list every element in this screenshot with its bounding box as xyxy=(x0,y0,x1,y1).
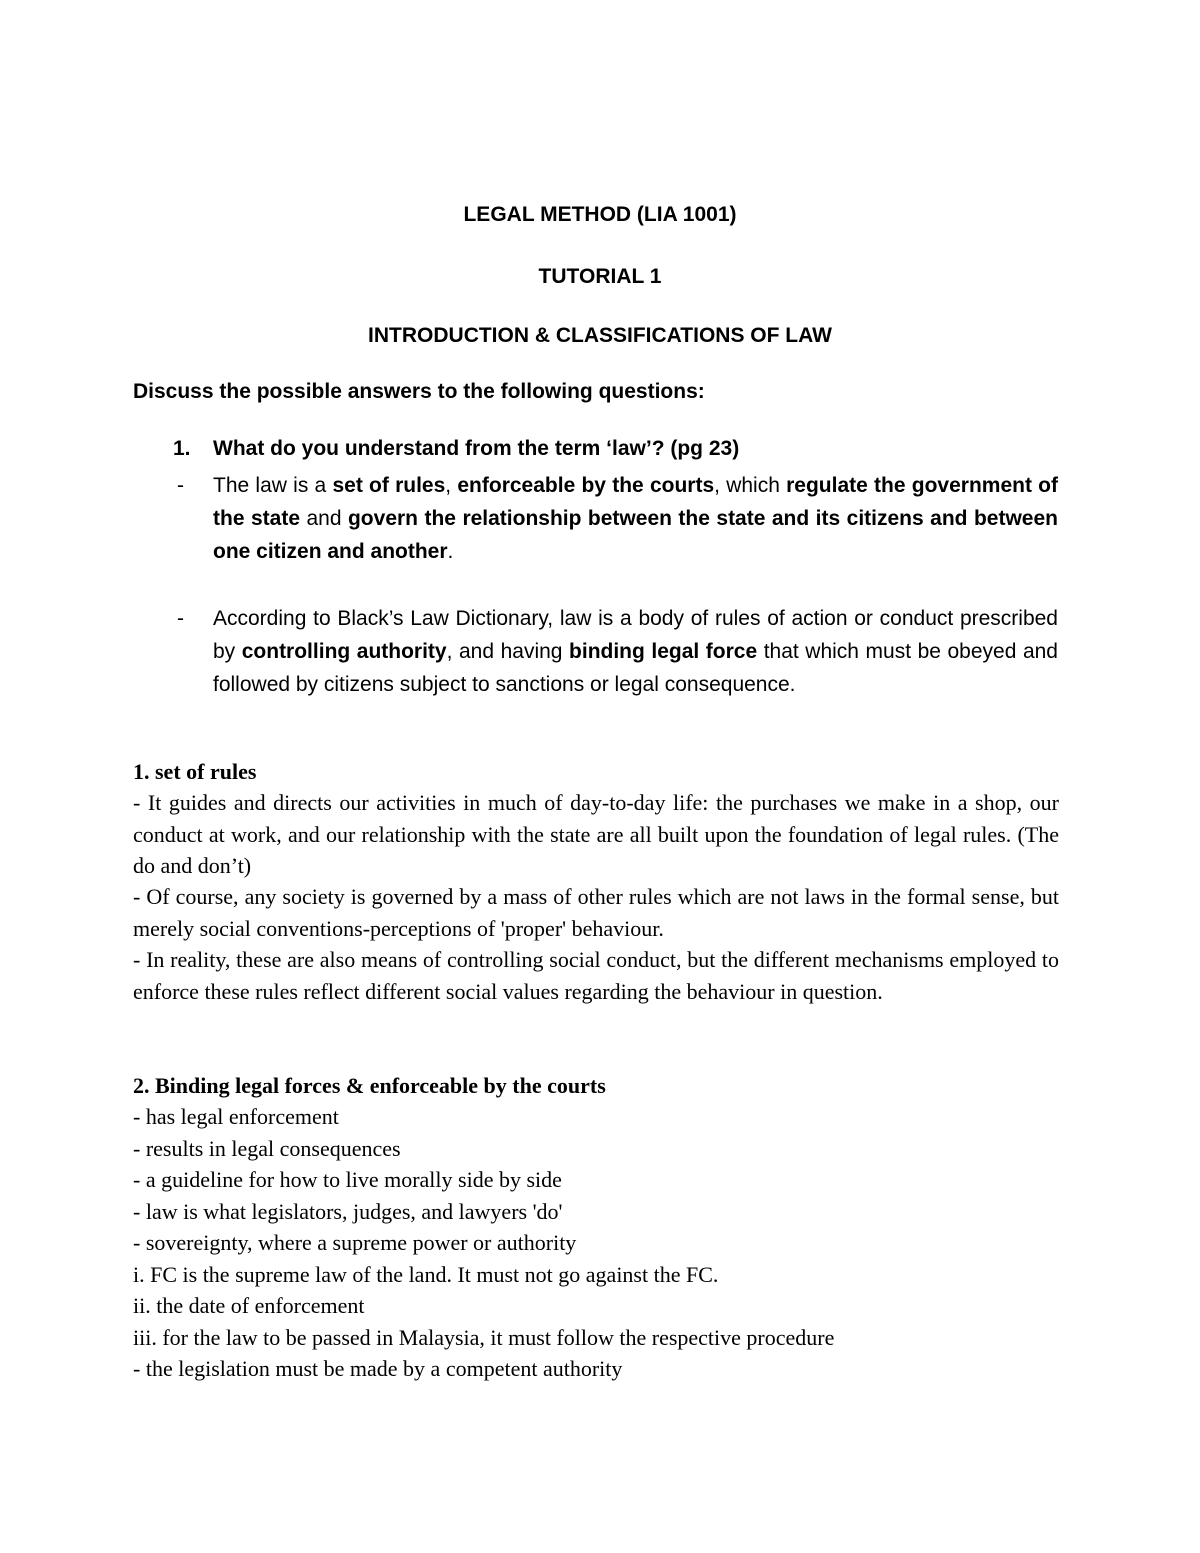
list-item: - law is what legislators, judges, and lawyers 'do' xyxy=(133,1199,563,1224)
answer-text: According to Black’s Law Dictionary, law is a body of rules of action or conduct prescribed by controlling authority, and having binding legal force that which must be obeyed and followed by citizens subject to sanctions or legal consequence. xyxy=(213,607,1058,696)
list-item: - a guideline for how to live morally side by side xyxy=(133,1167,562,1192)
question-text: What do you understand from the term ‘law’? (pg 23) xyxy=(213,437,740,460)
course-title: LEGAL METHOD (LIA 1001) xyxy=(463,203,737,226)
tutorial-title: TUTORIAL 1 xyxy=(538,265,662,288)
list-item: - results in legal consequences xyxy=(133,1136,401,1161)
list-item: ii. the date of enforcement xyxy=(133,1293,365,1318)
answer-dash: - xyxy=(177,607,184,630)
section-heading: 1. set of rules xyxy=(133,759,257,784)
answer-dash: - xyxy=(177,474,184,497)
list-item: - has legal enforcement xyxy=(133,1104,339,1129)
list-item: i. FC is the supreme law of the land. It must not go against the FC. xyxy=(133,1262,719,1287)
answer-text: The law is a set of rules, enforceable by the courts, which regulate the government of the state and govern the relationship between the state and its citizens and between one citizen and another. xyxy=(213,474,1058,563)
section-paragraph: - In reality, these are also means of controlling social conduct, but the different mechanisms employed to enforce these rules reflect different social values regarding the behaviour in question. xyxy=(133,947,1059,1004)
question-number: 1. xyxy=(173,437,191,460)
list-item: - the legislation must be made by a competent authority xyxy=(133,1356,623,1381)
section-paragraph: - Of course, any society is governed by a mass of other rules which are not laws in the formal sense, but merely social conventions-perceptions of 'proper' behaviour. xyxy=(133,884,1059,941)
topic-title: INTRODUCTION & CLASSIFICATIONS OF LAW xyxy=(368,324,832,347)
section-paragraph: - It guides and directs our activities in much of day-to-day life: the purchases we make in a shop, our conduct at work, and our relationship with the state are all built upon the foundation of legal rules. (The do and don’t) xyxy=(133,790,1059,878)
instruction: Discuss the possible answers to the following questions: xyxy=(133,380,705,403)
list-item: - sovereignty, where a supreme power or authority xyxy=(133,1230,577,1255)
section-heading: 2. Binding legal forces & enforceable by the courts xyxy=(133,1073,606,1098)
list-item: iii. for the law to be passed in Malaysia, it must follow the respective procedure xyxy=(133,1325,835,1350)
